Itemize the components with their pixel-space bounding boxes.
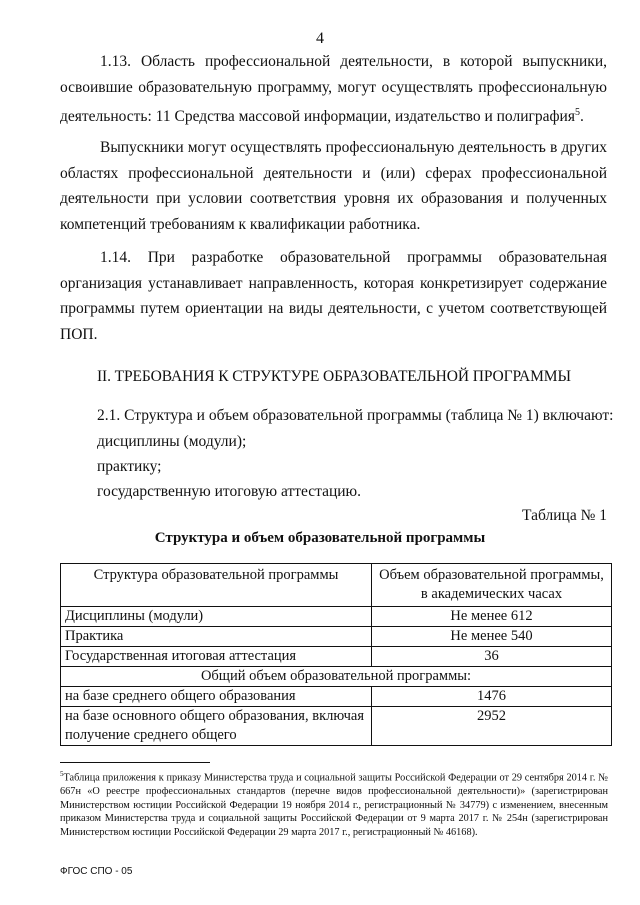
table-row xyxy=(61,607,612,627)
table-row xyxy=(61,707,612,746)
page-number: 4 xyxy=(316,30,324,47)
table-label: Таблица № 1 xyxy=(522,507,607,524)
list-item-disciplines: дисциплины (модули); xyxy=(97,433,247,450)
paragraph-2-1: 2.1. Структура и объем образовательной программы (таблица № 1) включают: xyxy=(97,407,614,424)
page-footer: ФГОС СПО - 05 xyxy=(60,866,133,877)
table-title: Структура и объем образовательной программы xyxy=(154,530,486,546)
table-cell-value: Не менее 612 xyxy=(372,607,612,627)
footnote: $^5$Таблица приложения к приказу Министерства труда и социальной защиты Российской Федерации от 29 сентября 2014 г. № 667н «О реестре профессиональных стандартов (перечне видов профессиональной деятельности)» (зарегистрирован Министерством юстиции Российской Федерации 19 ноября 2014 г., регистрационный № 34779) с изменением, внесенным приказом Министерства труда и социальной защиты Российской Федерации от 9 марта 2017 г. № 254н (зарегистрирован Министерством юстиции Российской Федерации 29 марта 2017 г., регистрационный № 46168). xyxy=(60,770,608,838)
table-cell-name: Практика xyxy=(61,627,372,647)
table-header-row xyxy=(61,564,612,607)
structure-table xyxy=(60,563,612,746)
list-item-attestation: государственную итоговую аттестацию. xyxy=(97,483,362,500)
footnote-ref: 5 xyxy=(574,107,580,118)
table-cell-name: на базе основного общего образования, включая получение среднего общего xyxy=(61,707,372,746)
table-cell-name: Дисциплины (модули) xyxy=(61,607,372,627)
table-cell-value: 1476 xyxy=(372,687,612,707)
footnote-divider xyxy=(60,762,210,763)
table-cell-value: Не менее 540 xyxy=(372,627,612,647)
table-cell-value: 2952 xyxy=(372,707,612,746)
table-header-structure: Структура образовательной программы xyxy=(61,564,372,607)
table-header-volume: Объем образовательной программы, в академических часах xyxy=(372,564,612,607)
table-row xyxy=(61,647,612,667)
paragraph-1-13: 1.13. Область профессиональной деятельности, в которой выпускники, освоившие образовательную программу, могут осуществлять профессиональную деятельность: 11 Средства массовой информации, издательство и полиграфия$^5$. xyxy=(60,53,607,126)
table-cell-name: на базе среднего общего образования xyxy=(61,687,372,707)
paragraph-1-14: 1.14. При разработке образовательной программы образовательная организация устанавливает направленность, которая конкретизирует содержание программы путем ориентации на виды деятельности, с учетом соответствующей ПОП. xyxy=(60,249,607,343)
table-total-row xyxy=(61,667,612,687)
paragraph-graduates: Выпускники могут осуществлять профессиональную деятельность в других областях профессиональной деятельности и (или) сферах профессиональной деятельности при условии соответствия уровня их образования и полученных компетенций требованиям к квалификации работника. xyxy=(60,139,607,233)
table-cell-name: Государственная итоговая аттестация xyxy=(61,647,372,667)
list-item-practice: практику; xyxy=(97,458,162,475)
table-row xyxy=(61,687,612,707)
table-total-label: Общий объем образовательной программы: xyxy=(61,667,612,687)
table-row xyxy=(61,627,612,647)
table-cell-value: 36 xyxy=(372,647,612,667)
section-heading: II. ТРЕБОВАНИЯ К СТРУКТУРЕ ОБРАЗОВАТЕЛЬНОЙ ПРОГРАММЫ xyxy=(97,368,571,385)
